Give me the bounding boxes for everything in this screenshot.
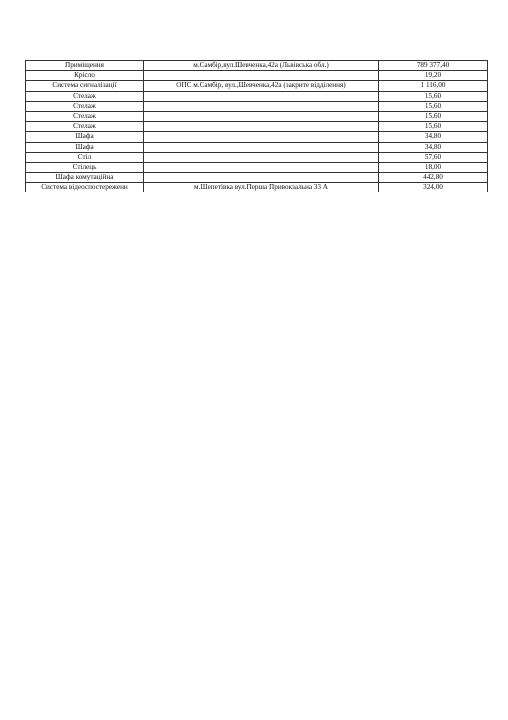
item-name-cell: Система відеоспостереженн <box>26 183 144 193</box>
item-value-cell: 57,60 <box>379 152 488 162</box>
table-row <box>26 142 488 152</box>
item-name-cell: Приміщення <box>26 61 144 71</box>
item-name-cell: Стілець <box>26 162 144 172</box>
item-value-cell: 18,00 <box>379 162 488 172</box>
item-name-cell: Стіл <box>26 152 144 162</box>
item-address-cell <box>144 101 379 111</box>
table-row <box>26 101 488 111</box>
item-address-cell: м.Шепетівка вул.Перша Привокзальна 33 А <box>144 183 379 193</box>
item-value-cell: 34,80 <box>379 132 488 142</box>
table-row <box>26 122 488 132</box>
item-address-cell <box>144 111 379 121</box>
item-value-cell: 1 116,00 <box>379 81 488 91</box>
item-name-cell: Стелаж <box>26 111 144 121</box>
item-name-cell: Стелаж <box>26 122 144 132</box>
table-row <box>26 183 488 193</box>
item-name-cell: Шафа комутаційна <box>26 173 144 183</box>
table-row <box>26 71 488 81</box>
item-value-cell: 15,60 <box>379 91 488 101</box>
item-value-cell: 15,60 <box>379 111 488 121</box>
asset-table <box>25 60 488 192</box>
item-name-cell: Стелаж <box>26 91 144 101</box>
item-address-cell <box>144 71 379 81</box>
item-value-cell: 442,80 <box>379 173 488 183</box>
item-address-cell <box>144 162 379 172</box>
item-address-cell <box>144 91 379 101</box>
item-value-cell: 324,00 <box>379 183 488 193</box>
item-value-cell: 19,20 <box>379 71 488 81</box>
item-value-cell: 789 377,40 <box>379 61 488 71</box>
item-address-cell <box>144 152 379 162</box>
item-address-cell <box>144 173 379 183</box>
item-name-cell: Шафа <box>26 132 144 142</box>
table-row <box>26 173 488 183</box>
table-row <box>26 91 488 101</box>
item-value-cell: 34,80 <box>379 142 488 152</box>
item-name-cell: Шафа <box>26 142 144 152</box>
table-row <box>26 61 488 71</box>
item-address-cell: м.Самбір,вул.Шевченка,42а (Львівська обл.) <box>144 61 379 71</box>
item-name-cell: Крісло <box>26 71 144 81</box>
item-address-cell <box>144 122 379 132</box>
item-address-cell: ОПС м.Самбір, вул.,Шевченка,42а (закрите відділення) <box>144 81 379 91</box>
item-value-cell: 15,60 <box>379 101 488 111</box>
item-address-cell <box>144 132 379 142</box>
item-address-cell <box>144 142 379 152</box>
table-row <box>26 132 488 142</box>
table-row <box>26 81 488 91</box>
item-name-cell: Стелаж <box>26 101 144 111</box>
item-name-cell: Система сигналізації <box>26 81 144 91</box>
table-row <box>26 111 488 121</box>
table-row <box>26 162 488 172</box>
table-row <box>26 152 488 162</box>
item-value-cell: 15,60 <box>379 122 488 132</box>
